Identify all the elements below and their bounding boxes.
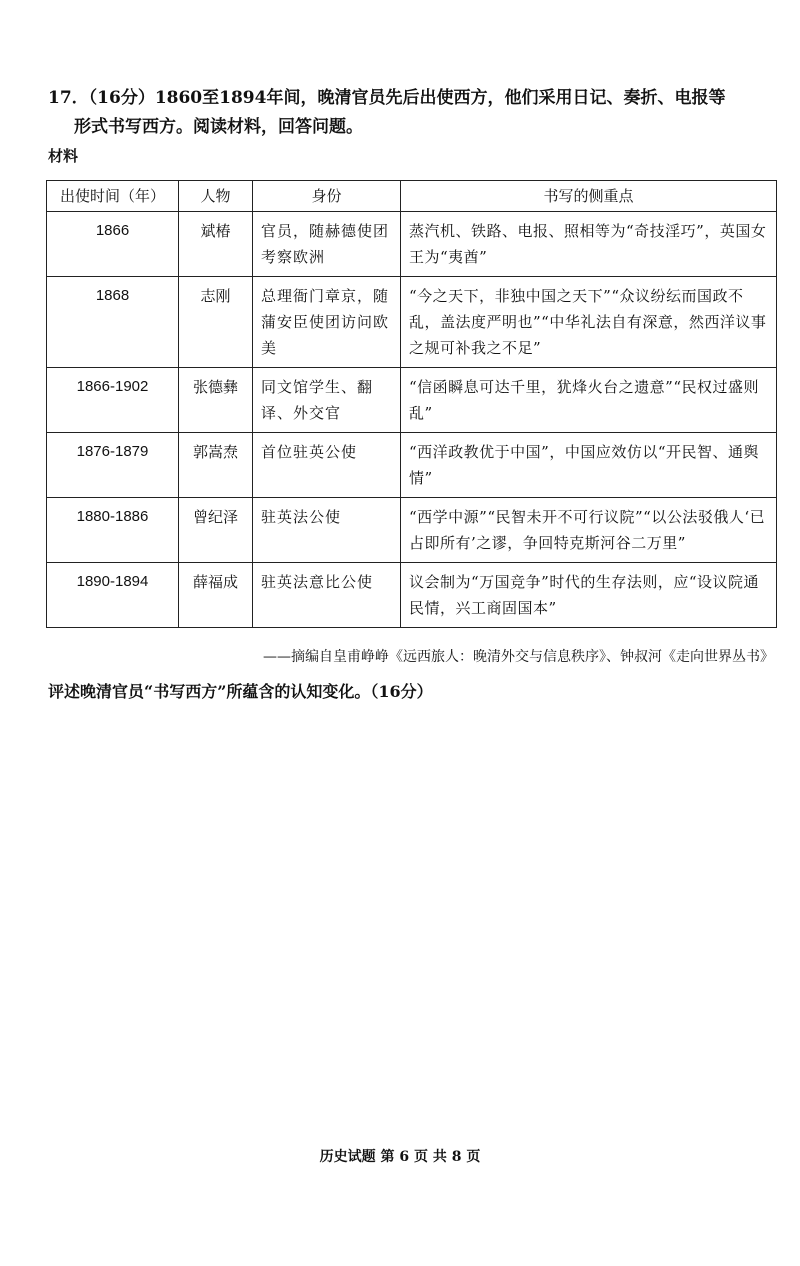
- cell-time: 1866: [47, 212, 179, 277]
- table-row: [47, 277, 777, 368]
- cell-person: 斌椿: [179, 212, 253, 277]
- cell-identity: 官员，随赫德使团考察欧洲: [253, 212, 401, 277]
- cell-focus: “今之天下，非独中国之天下”“众议纷纭而国政不乱，盖法度严明也”“中华礼法自有深意，然西洋议事之规可补我之不足”: [401, 277, 777, 368]
- header-identity: 身份: [253, 181, 401, 212]
- material-table: [46, 180, 777, 628]
- cell-person: 志刚: [179, 277, 253, 368]
- cell-identity: 首位驻英公使: [253, 433, 401, 498]
- cell-identity: 驻英法公使: [253, 498, 401, 563]
- cell-time: 1890-1894: [47, 563, 179, 628]
- cell-identity: 总理衙门章京，随蒲安臣使团访问欧美: [253, 277, 401, 368]
- table-row: [47, 212, 777, 277]
- question-line-1: 17．（16分）1860至1894年间，晚清官员先后出使西方，他们采用日记、奏折、电报等: [48, 88, 726, 108]
- cell-time: 1866-1902: [47, 368, 179, 433]
- question-stem: [48, 84, 760, 142]
- page-footer: 历史试题 第 6 页 共 8 页: [319, 1149, 481, 1165]
- table-row: [47, 368, 777, 433]
- cell-identity: 同文馆学生、翻译、外交官: [253, 368, 401, 433]
- material-label: 材料: [48, 147, 79, 165]
- question-prompt: 评述晚清官员“书写西方”所蕴含的认知变化。（16分）: [48, 682, 433, 701]
- source-citation: ——摘编自皇甫峥峥《远西旅人：晚清外交与信息秩序》、钟叔河《走向世界丛书》: [263, 649, 774, 665]
- question-line-2: 形式书写西方。阅读材料，回答问题。: [74, 117, 363, 137]
- cell-focus: “西学中源”“民智未开不可行议院”“以公法驳俄人‘已占即所有’之谬，争回特克斯河谷二万里”: [401, 498, 777, 563]
- table-row: [47, 563, 777, 628]
- table-row: [47, 433, 777, 498]
- header-focus: 书写的侧重点: [401, 181, 777, 212]
- table-header-row: [47, 181, 777, 212]
- cell-focus: “信函瞬息可达千里，犹烽火台之遗意”“民权过盛则乱”: [401, 368, 777, 433]
- cell-focus: “西洋政教优于中国”，中国应效仿以“开民智、通舆情”: [401, 433, 777, 498]
- cell-time: 1868: [47, 277, 179, 368]
- table-row: [47, 498, 777, 563]
- cell-person: 曾纪泽: [179, 498, 253, 563]
- cell-identity: 驻英法意比公使: [253, 563, 401, 628]
- cell-focus: 议会制为“万国竞争”时代的生存法则，应“设议院通民情，兴工商固国本”: [401, 563, 777, 628]
- cell-focus: 蒸汽机、铁路、电报、照相等为“奇技淫巧”，英国女王为“夷酋”: [401, 212, 777, 277]
- cell-person: 郭嵩焘: [179, 433, 253, 498]
- cell-person: 薛福成: [179, 563, 253, 628]
- cell-time: 1876-1879: [47, 433, 179, 498]
- cell-time: 1880-1886: [47, 498, 179, 563]
- header-person: 人物: [179, 181, 253, 212]
- header-time: 出使时间（年）: [47, 181, 179, 212]
- cell-person: 张德彝: [179, 368, 253, 433]
